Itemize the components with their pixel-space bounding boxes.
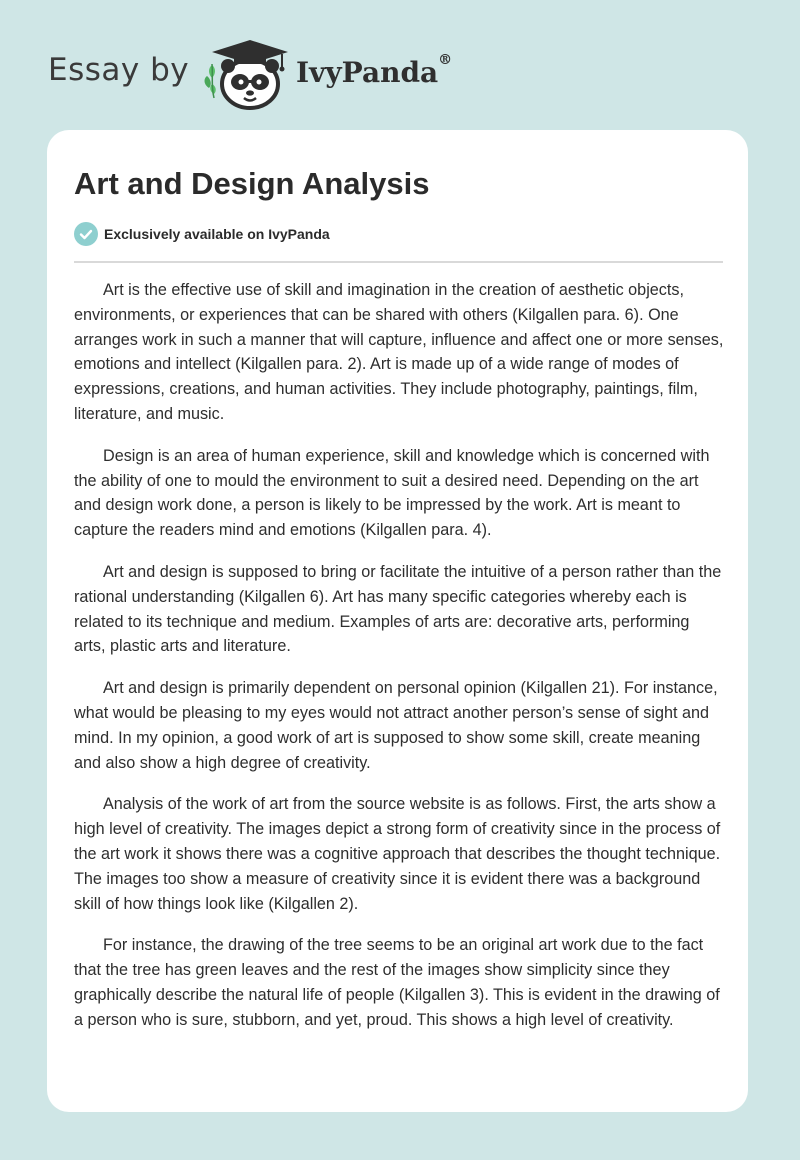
exclusive-badge-label: Exclusively available on IvyPanda bbox=[104, 226, 330, 242]
brand-label: IvyPanda bbox=[296, 56, 439, 89]
page-title: Art and Design Analysis bbox=[74, 166, 430, 201]
essay-card bbox=[47, 130, 748, 1112]
check-circle-icon bbox=[74, 222, 98, 246]
site-header bbox=[48, 34, 748, 114]
brand-name[interactable] bbox=[296, 52, 453, 89]
panda-logo-icon[interactable] bbox=[198, 34, 298, 110]
paragraph: For instance, the drawing of the tree seems to be an original art work due to the fact that the tree has green leaves and the rest of the images show simplicity since they graphically describe the natural life of people (Kilgallen 3). This is evident in the drawing of a person who is sure, stubborn, and yet, proud. This shows a high level of creativity. bbox=[74, 936, 720, 1029]
paragraph: Art and design is primarily dependent on personal opinion (Kilgallen 21). For instance, what would be pleasing to my eyes would not attract another person’s sense of sight and mind. In my opinion, a good work of art is supposed to show some skill, create meaning and also show a high degree of creativity. bbox=[74, 679, 718, 772]
essay-body bbox=[74, 278, 724, 1050]
paragraph: Design is an area of human experience, skill and knowledge which is concerned with the ability of one to mould the environment to suit a desired need. Depending on the art and design work done, a person is likely to be impressed by the work. Art is meant to capture the readers mind and emotions (Kilgallen para. 4). bbox=[74, 446, 710, 540]
essay-by-label: Essay by bbox=[48, 52, 190, 88]
paragraph: Analysis of the work of art from the source website is as follows. First, the arts show a high level of creativity. The images depict a strong form of creativity since in the process of the art work it shows there was a cognitive approach that describes the thought technique. The images too show a measure of creativity since it is evident there was a background skill of how things look like (Kilgallen 2). bbox=[74, 795, 721, 913]
registered-mark: ® bbox=[438, 52, 453, 68]
paragraph: Art is the effective use of skill and imagination in the creation of aesthetic objects, environments, or experiences that can be shared with others (Kilgallen para. 6). One arranges work in such a manner that will capture, influence and affect one or more senses, emotions and intellect (Kilgallen para. 2). Art is made up of a wide range of modes of expressions, creations, and human activities. They include photography, paintings, film, literature, and music. bbox=[74, 281, 724, 423]
divider bbox=[74, 261, 723, 263]
paragraph: Art and design is supposed to bring or facilitate the intuitive of a person rather than the rational understanding (Kilgallen 6). Art has many specific categories whereby each is related to its technique and medium. Examples of arts are: decorative arts, performing arts, plastic arts and literature. bbox=[74, 562, 722, 656]
